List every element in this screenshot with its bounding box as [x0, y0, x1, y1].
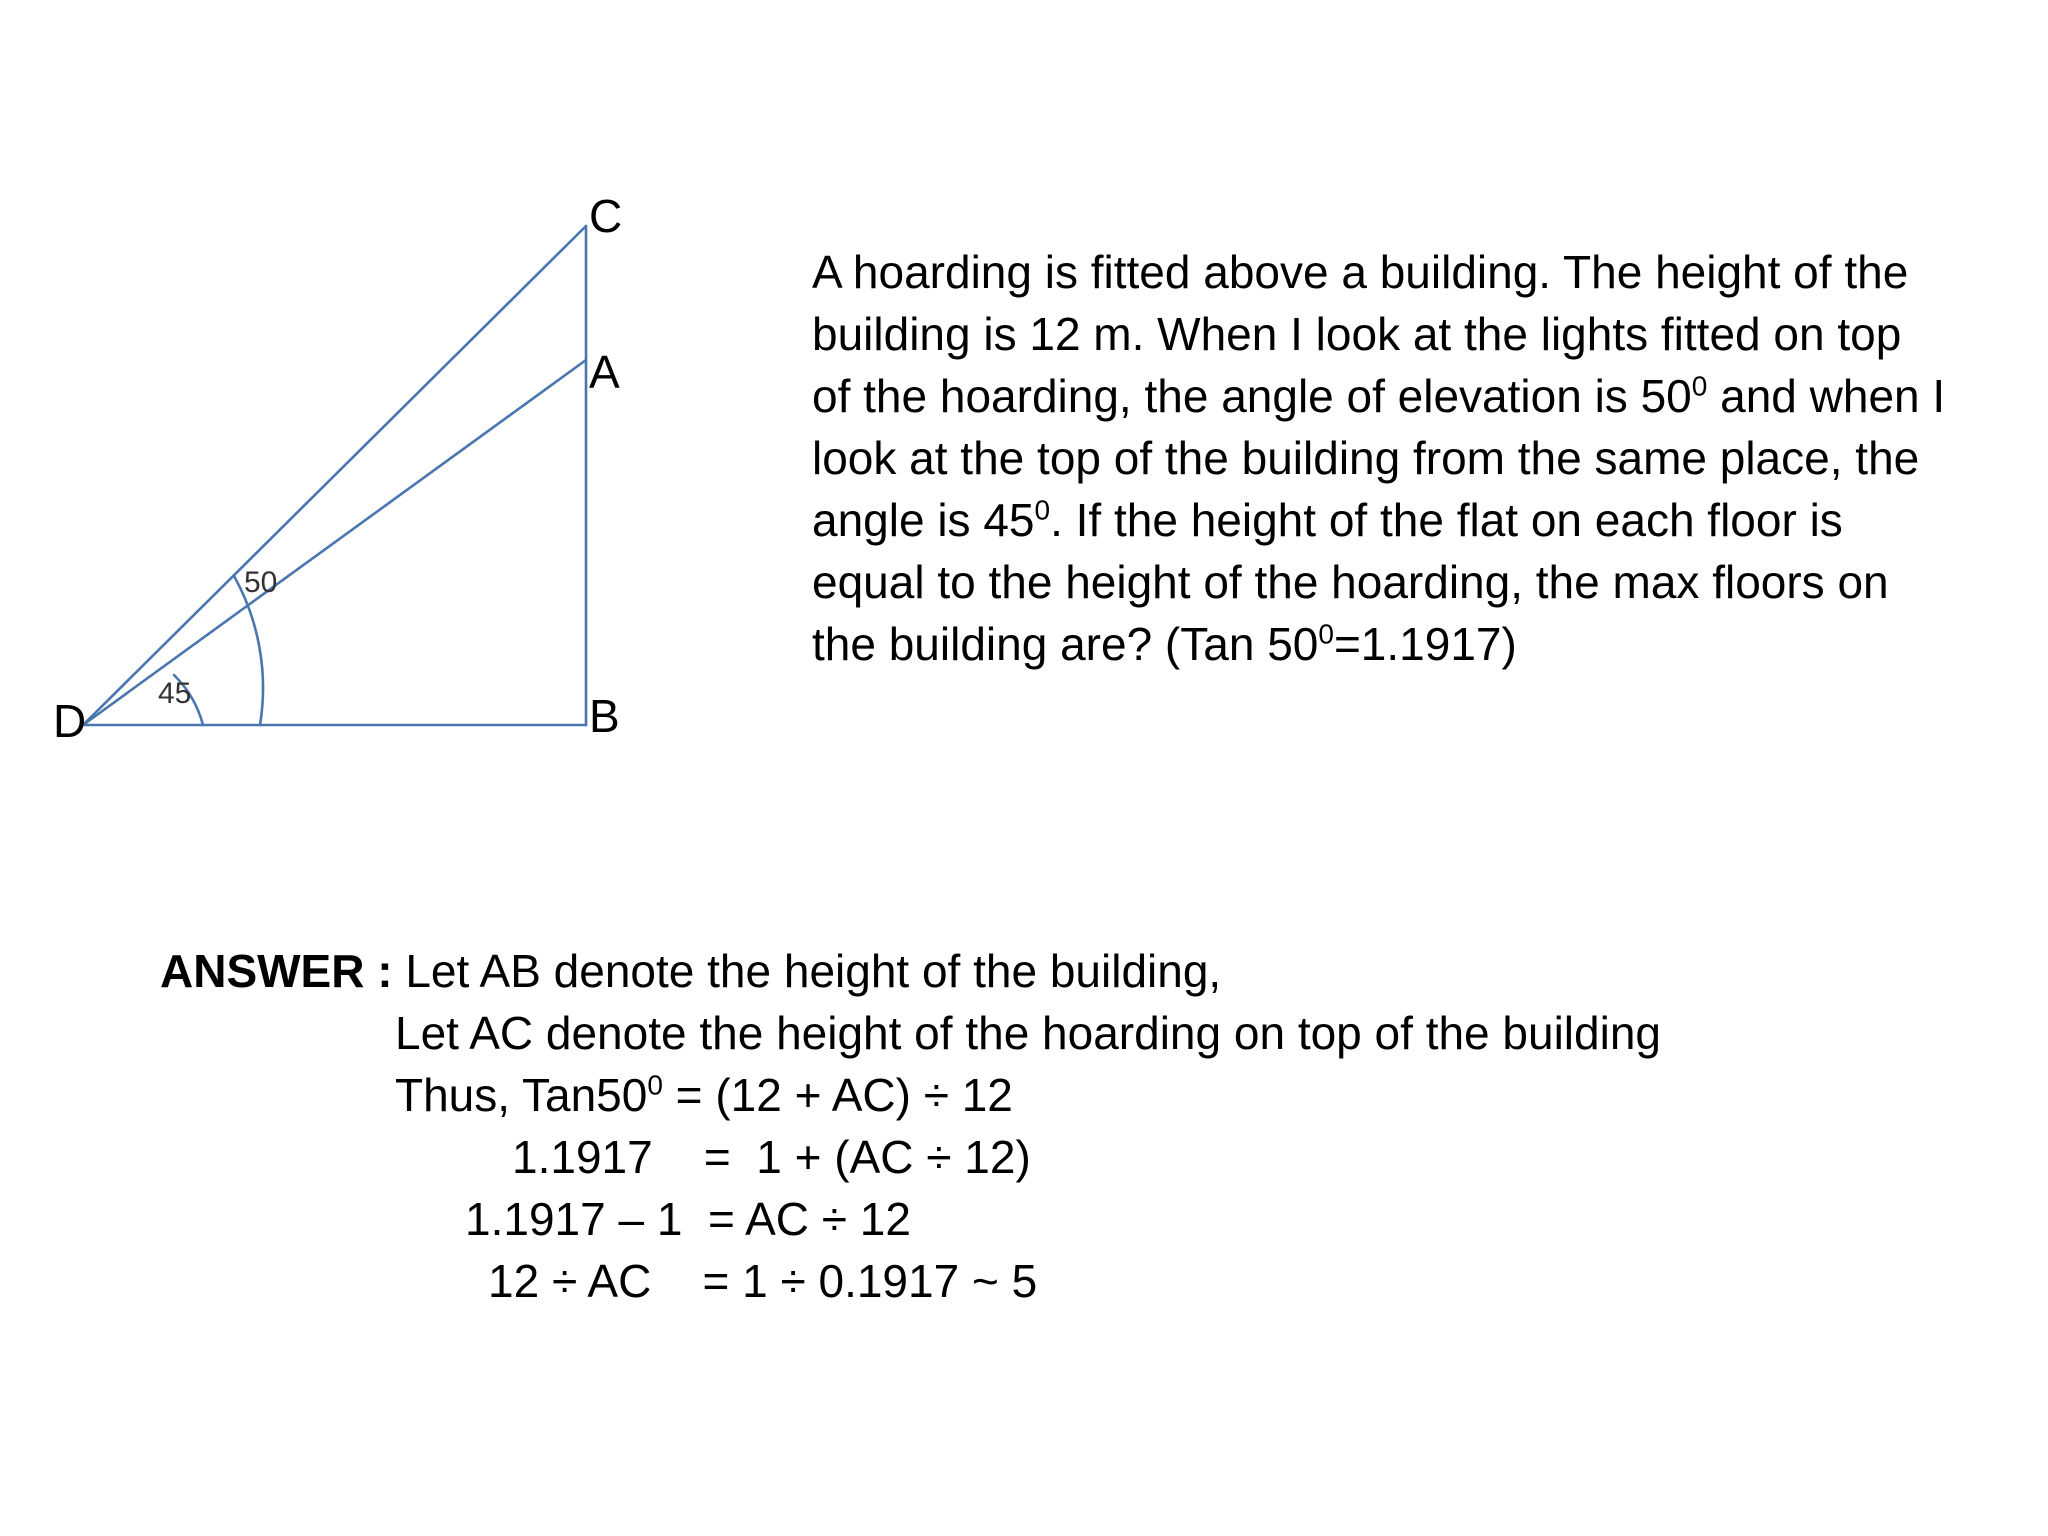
problem-line: angle is $45^0$. If the height of the flat on each floor is	[812, 494, 1843, 546]
point-d-label: D	[53, 695, 87, 747]
line-da	[83, 360, 586, 725]
angle-label-50: 50	[244, 566, 278, 599]
problem-line: building is 12 m. When I look at the lights fitted on top	[812, 308, 1902, 360]
problem-statement	[812, 241, 2022, 675]
problem-line: A hoarding is fitted above a building. The height of the	[812, 246, 1909, 298]
answer-line-6: 12 ÷ AC = 1 ÷ 0.1917 ~ 5	[488, 1255, 1038, 1307]
point-b-label: B	[589, 690, 620, 742]
degree-superscript: 0	[1318, 618, 1334, 650]
answer-label: ANSWER :	[160, 945, 393, 997]
answer-line-4: 1.1917 = 1 + (AC ÷ 12)	[512, 1131, 1031, 1183]
degree-superscript: 0	[1034, 494, 1051, 526]
problem-line: the building are? (Tan $50^0=1.1917$)	[812, 618, 1517, 670]
answer-line-2: Let AC denote the height of the hoarding on top of the building	[395, 1007, 1661, 1059]
problem-line: look at the top of the building from the same place, the	[812, 432, 1920, 484]
point-a-label: A	[589, 346, 620, 398]
answer-line-5: 1.1917 – 1 = AC ÷ 12	[465, 1193, 911, 1245]
problem-line: of the hoarding, the angle of elevation is $50^0$ and when I	[812, 370, 1946, 422]
answer-line-1: ANSWER : Let AB denote the height of the building,	[160, 945, 1222, 997]
point-c-label: C	[589, 190, 623, 242]
answer-block	[160, 940, 1661, 1312]
problem-line: equal to the height of the hoarding, the max floors on	[812, 556, 1889, 608]
degree-superscript: 0	[1691, 370, 1708, 402]
line-dc	[83, 226, 586, 725]
angle-label-45: 45	[158, 677, 192, 710]
degree-superscript: 0	[647, 1069, 663, 1101]
answer-line-3: Thus, $Tan50^0 = (12 + AC) \div 12$	[395, 1069, 1013, 1121]
